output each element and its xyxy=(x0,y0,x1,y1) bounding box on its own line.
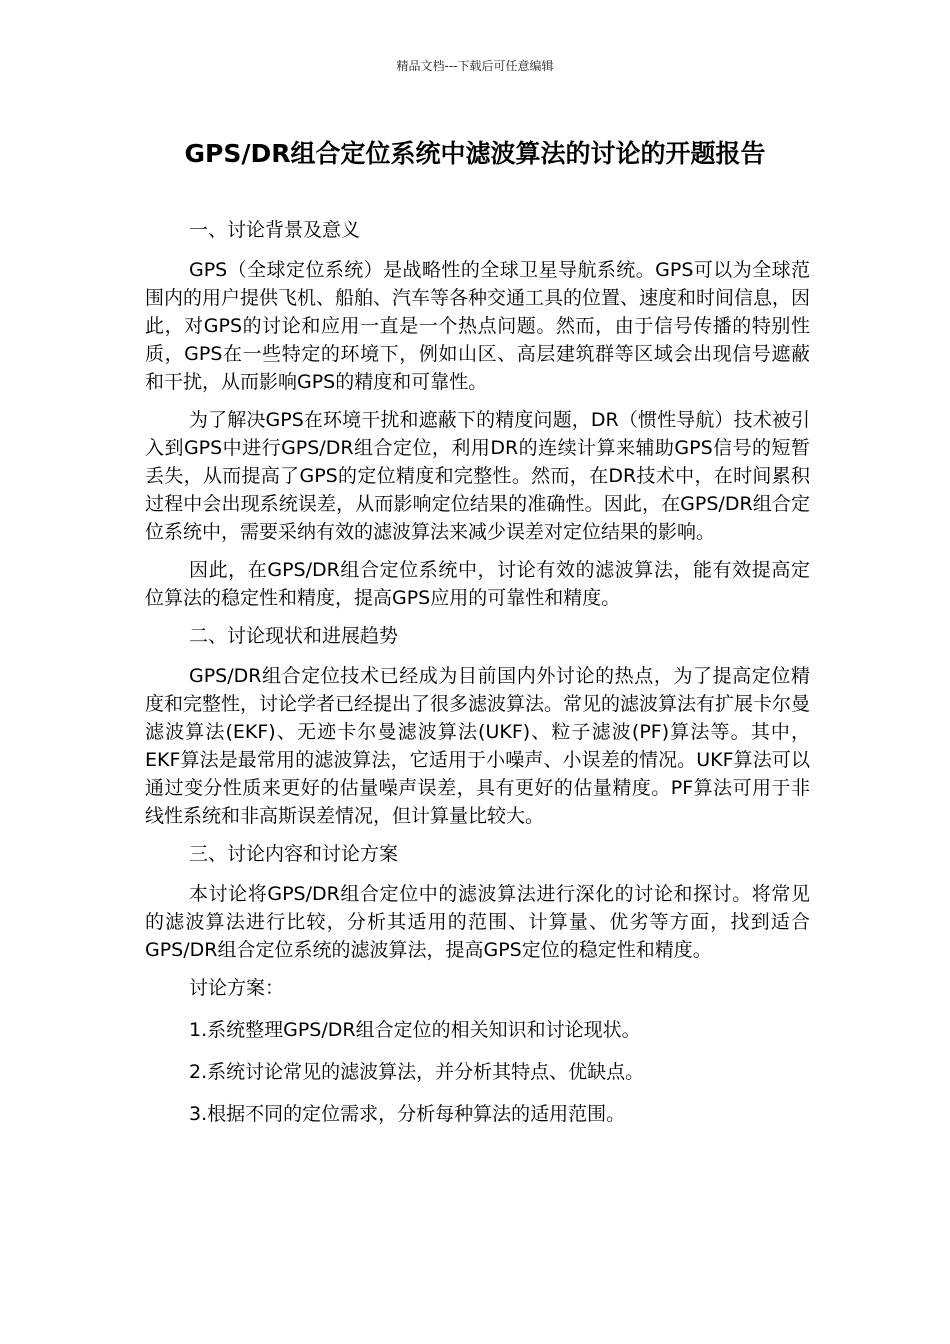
paragraph-filter-algorithms: GPS/DR组合定位技术已经成为目前国内外讨论的热点，为了提高定位精度和完整性，讨论学者已经提出了很多滤波算法。常见的滤波算法有扩展卡尔曼滤波算法(EKF)、无迹卡尔曼滤波算法(UKF)、粒子滤波(PF)算法等。其中，EKF算法是最常用的滤波算法，它适用于小噪声、小误差的情况。UKF算法可以通过变分性质来更好的估量噪声误差，具有更好的估量精度。PF算法可用于非线性系统和非高斯误差情况，但计算量比较大。 xyxy=(145,665,811,827)
section-heading-status: 二、讨论现状和进展趋势 xyxy=(189,625,399,647)
plan-item-1: 1.系统整理GPS/DR组合定位的相关知识和讨论现状。 xyxy=(189,1019,641,1041)
document-body xyxy=(145,216,810,1142)
plan-item-2: 2.系统讨论常见的滤波算法，并分析其特点、优缺点。 xyxy=(189,1061,645,1083)
plan-label: 讨论方案： xyxy=(189,977,285,999)
plan-item-3: 3.根据不同的定位需求，分析每种算法的适用范围。 xyxy=(189,1103,626,1125)
section-heading-background: 一、讨论背景及意义 xyxy=(189,219,361,241)
section-heading-content: 三、讨论内容和讨论方案 xyxy=(189,843,399,865)
paragraph-research-content: 本讨论将GPS/DR组合定位中的滤波算法进行深化的讨论和探讨。将常见的滤波算法进行比较，分析其适用的范围、计算量、优劣等方面，找到适合GPS/DR组合定位系统的滤波算法，提高GPS定位的稳定性和精度。 xyxy=(145,883,810,961)
paragraph-gps-intro: GPS（全球定位系统）是战略性的全球卫星导航系统。GPS可以为全球范围内的用户提供飞机、船舶、汽车等各种交通工具的位置、速度和时间信息，因此，对GPS的讨论和应用一直是一个热点问题。然而，由于信号传播的特别性质，GPS在一些特定的环境下，例如山区、高层建筑群等区域会出现信号遮蔽和干扰，从而影响GPS的精度和可靠性。 xyxy=(145,259,811,393)
paragraph-dr-technology: 为了解决GPS在环境干扰和遮蔽下的精度问题，DR（惯性导航）技术被引入到GPS中进行GPS/DR组合定位，利用DR的连续计算来辅助GPS信号的短暂丢失，从而提高了GPS的定位精度和完整性。然而，在DR技术中，在时间累积过程中会出现系统误差，从而影响定位结果的准确性。因此，在GPS/DR组合定位系统中，需要采纳有效的滤波算法来减少误差对定位结果的影响。 xyxy=(145,409,810,543)
document-title: GPS/DR组合定位系统中滤波算法的讨论的开题报告 xyxy=(184,139,766,168)
paragraph-significance: 因此，在GPS/DR组合定位系统中，讨论有效的滤波算法，能有效提高定位算法的稳定性和精度，提高GPS应用的可靠性和精度。 xyxy=(145,559,810,609)
page-header-note: 精品文档---下载后可任意编辑 xyxy=(396,59,554,73)
